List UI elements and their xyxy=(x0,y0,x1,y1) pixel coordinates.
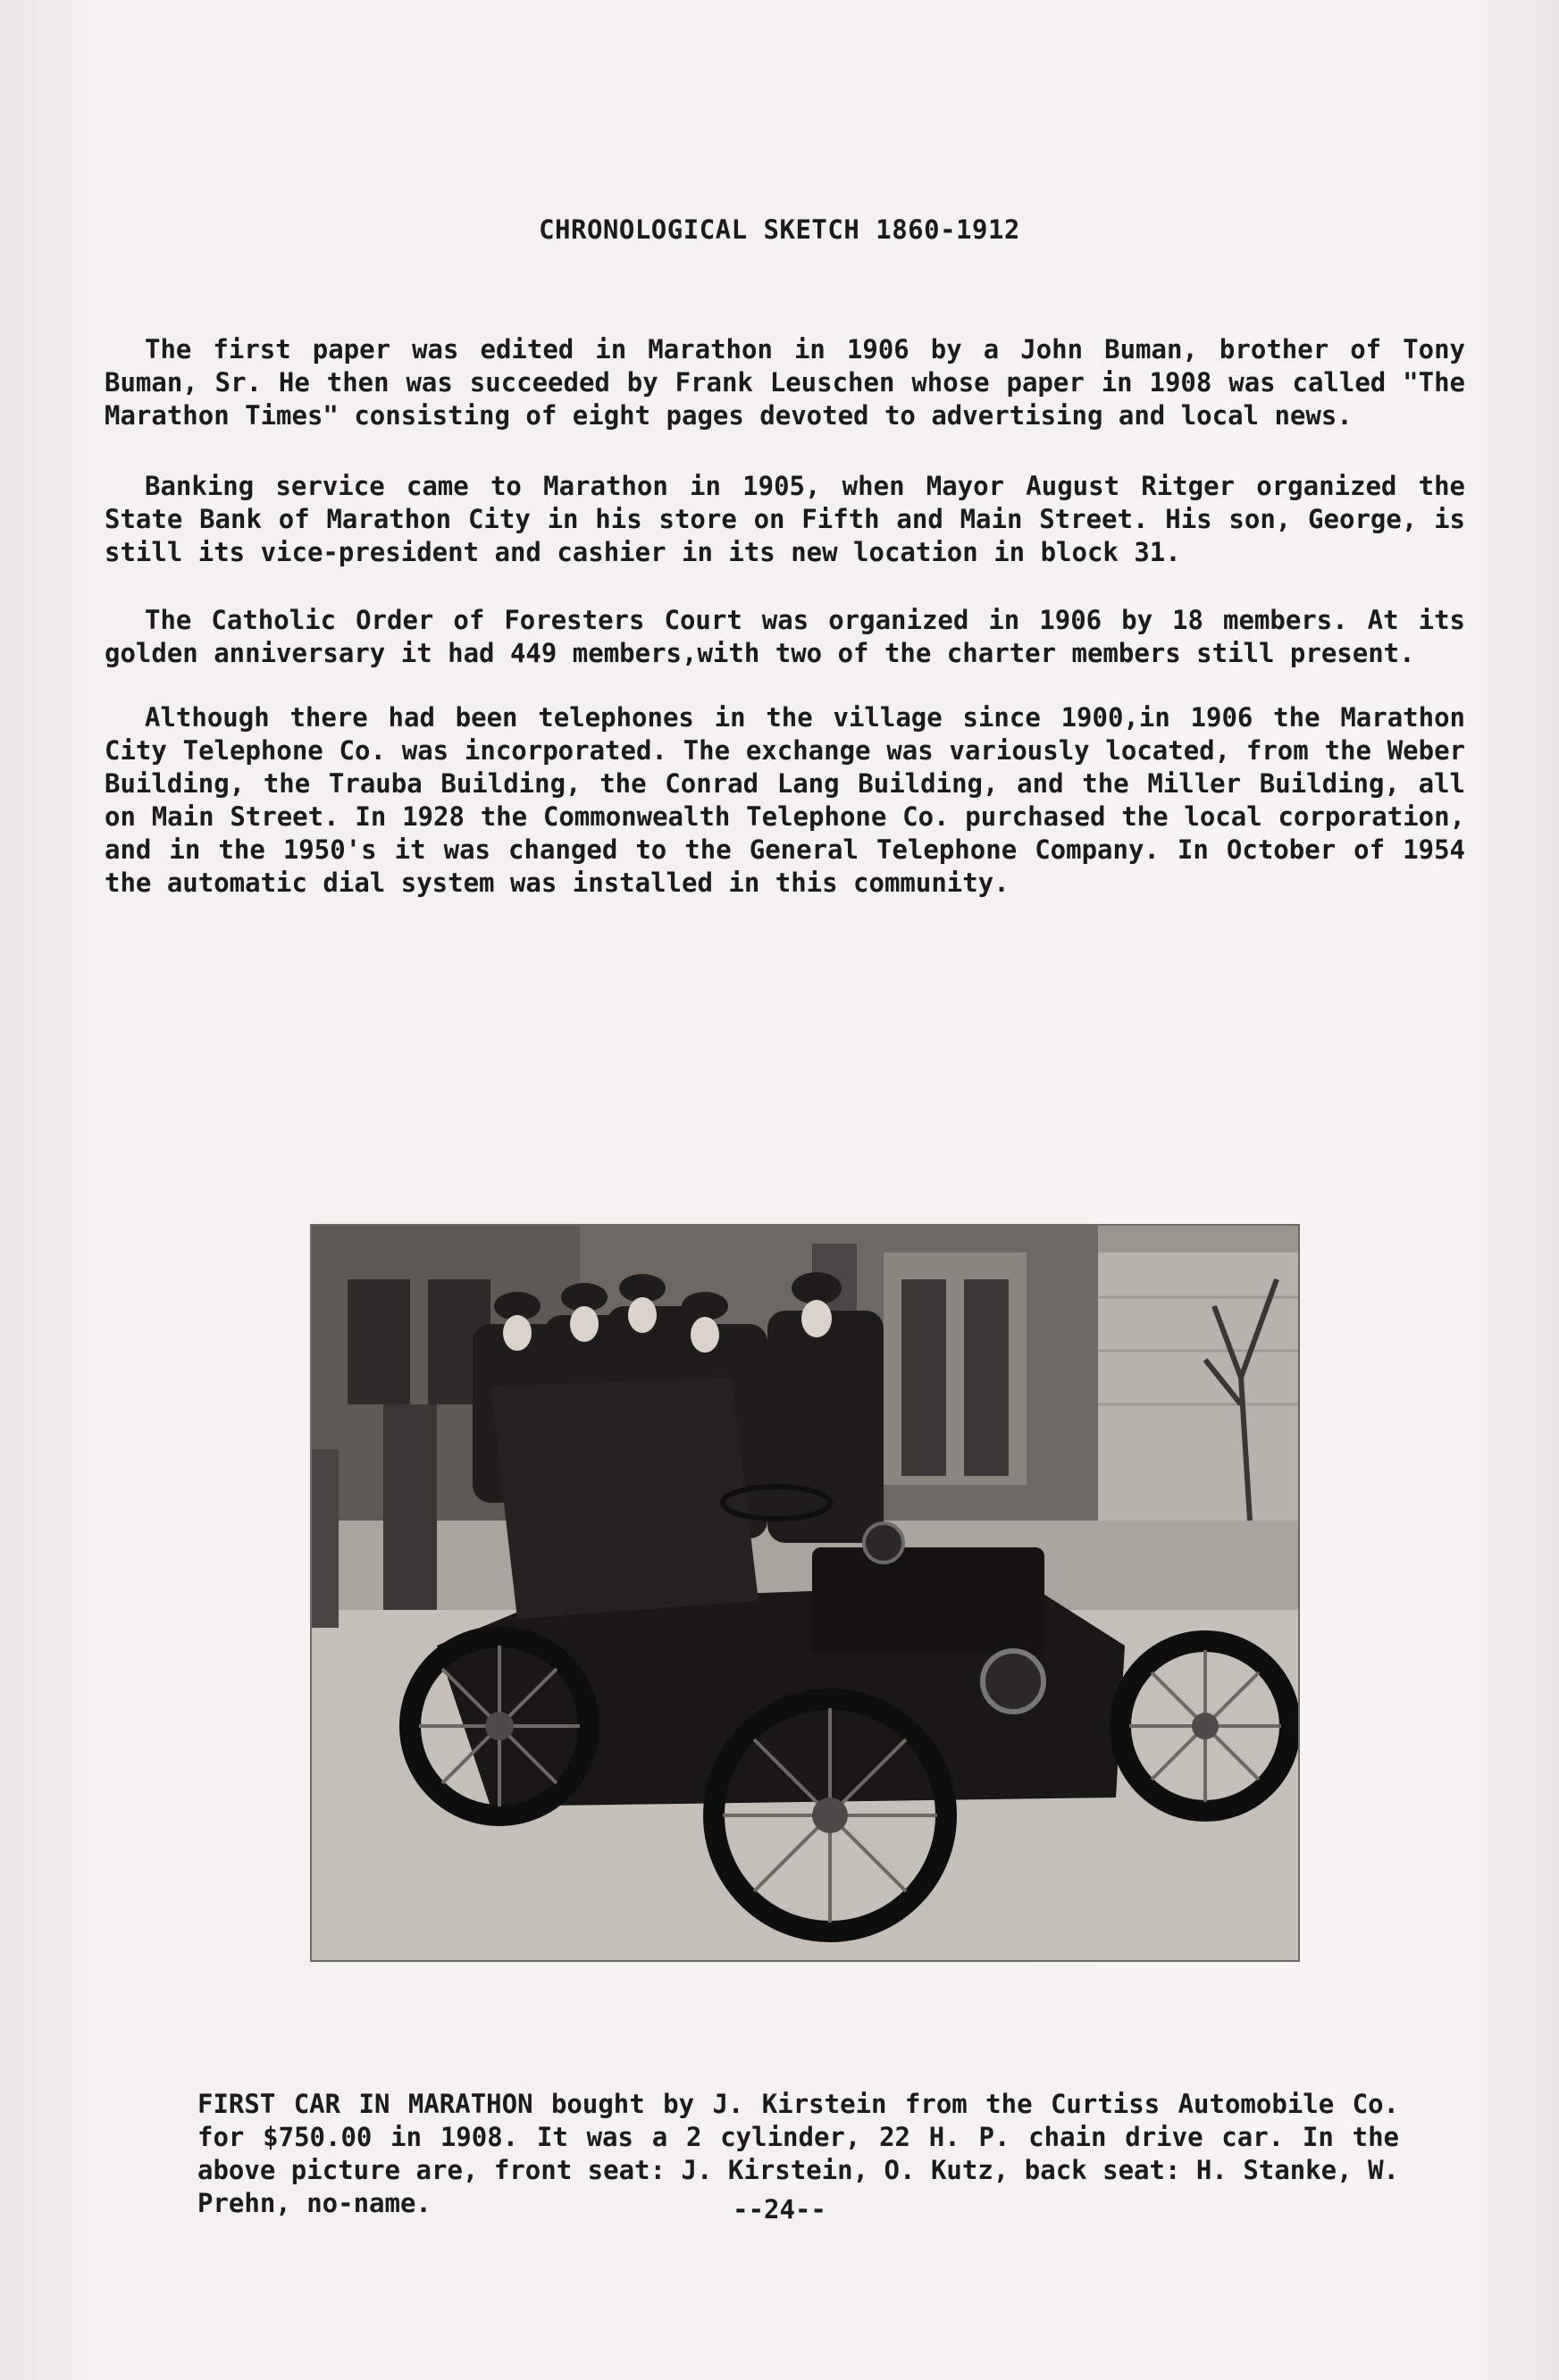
page-title: CHRONOLOGICAL SKETCH 1860-1912 xyxy=(539,214,1020,245)
first-car-photo xyxy=(312,1226,1298,1960)
paragraph-banking: Banking service came to Marathon in 1905, when Mayor August Ritger organized the State Bank of Marathon City in his store on Fifth and Main Street. His son, George, is still its vice-president and cashier in its new location in block 31. xyxy=(105,471,1465,567)
photo-caption: FIRST CAR IN MARATHON bought by J. Kirstein from the Curtiss Automobile Co. for $750.00 in 1908. It was a 2 cylinder, 22 H. P. chain drive car. In the above picture are, front seat: J. Kirstein, O. Kutz, back seat: H. Stanke, W. Prehn, no-name. xyxy=(197,2089,1399,2218)
page-number: --24-- xyxy=(733,2194,826,2225)
paragraph-foresters: The Catholic Order of Foresters Court was organized in 1906 by 18 members. At its golden anniversary it had 449 members,with two of the charter members still present. xyxy=(105,605,1465,668)
paragraph-telephone: Although there had been telephones in the village since 1900,in 1906 the Marathon City Telephone Co. was incorporated. The exchange was variously located, from the Weber Building, the Trauba Building, the Conrad Lang Building, and the Miller Building, all on Main Street. In 1928 the Commonwealth Telephone Co. purchased the local corporation, and in the 1950's it was changed to the General Telephone Company. In October of 1954 the automatic dial system was installed in this community. xyxy=(105,702,1465,898)
paragraph-newspaper: The first paper was edited in Marathon in 1906 by a John Buman, brother of Tony Buman, Sr. He then was succeeded by Frank Leuschen whose paper in 1908 was called "The Marathon Times" consisting of eight pages devoted to advertising and local news. xyxy=(105,334,1465,431)
